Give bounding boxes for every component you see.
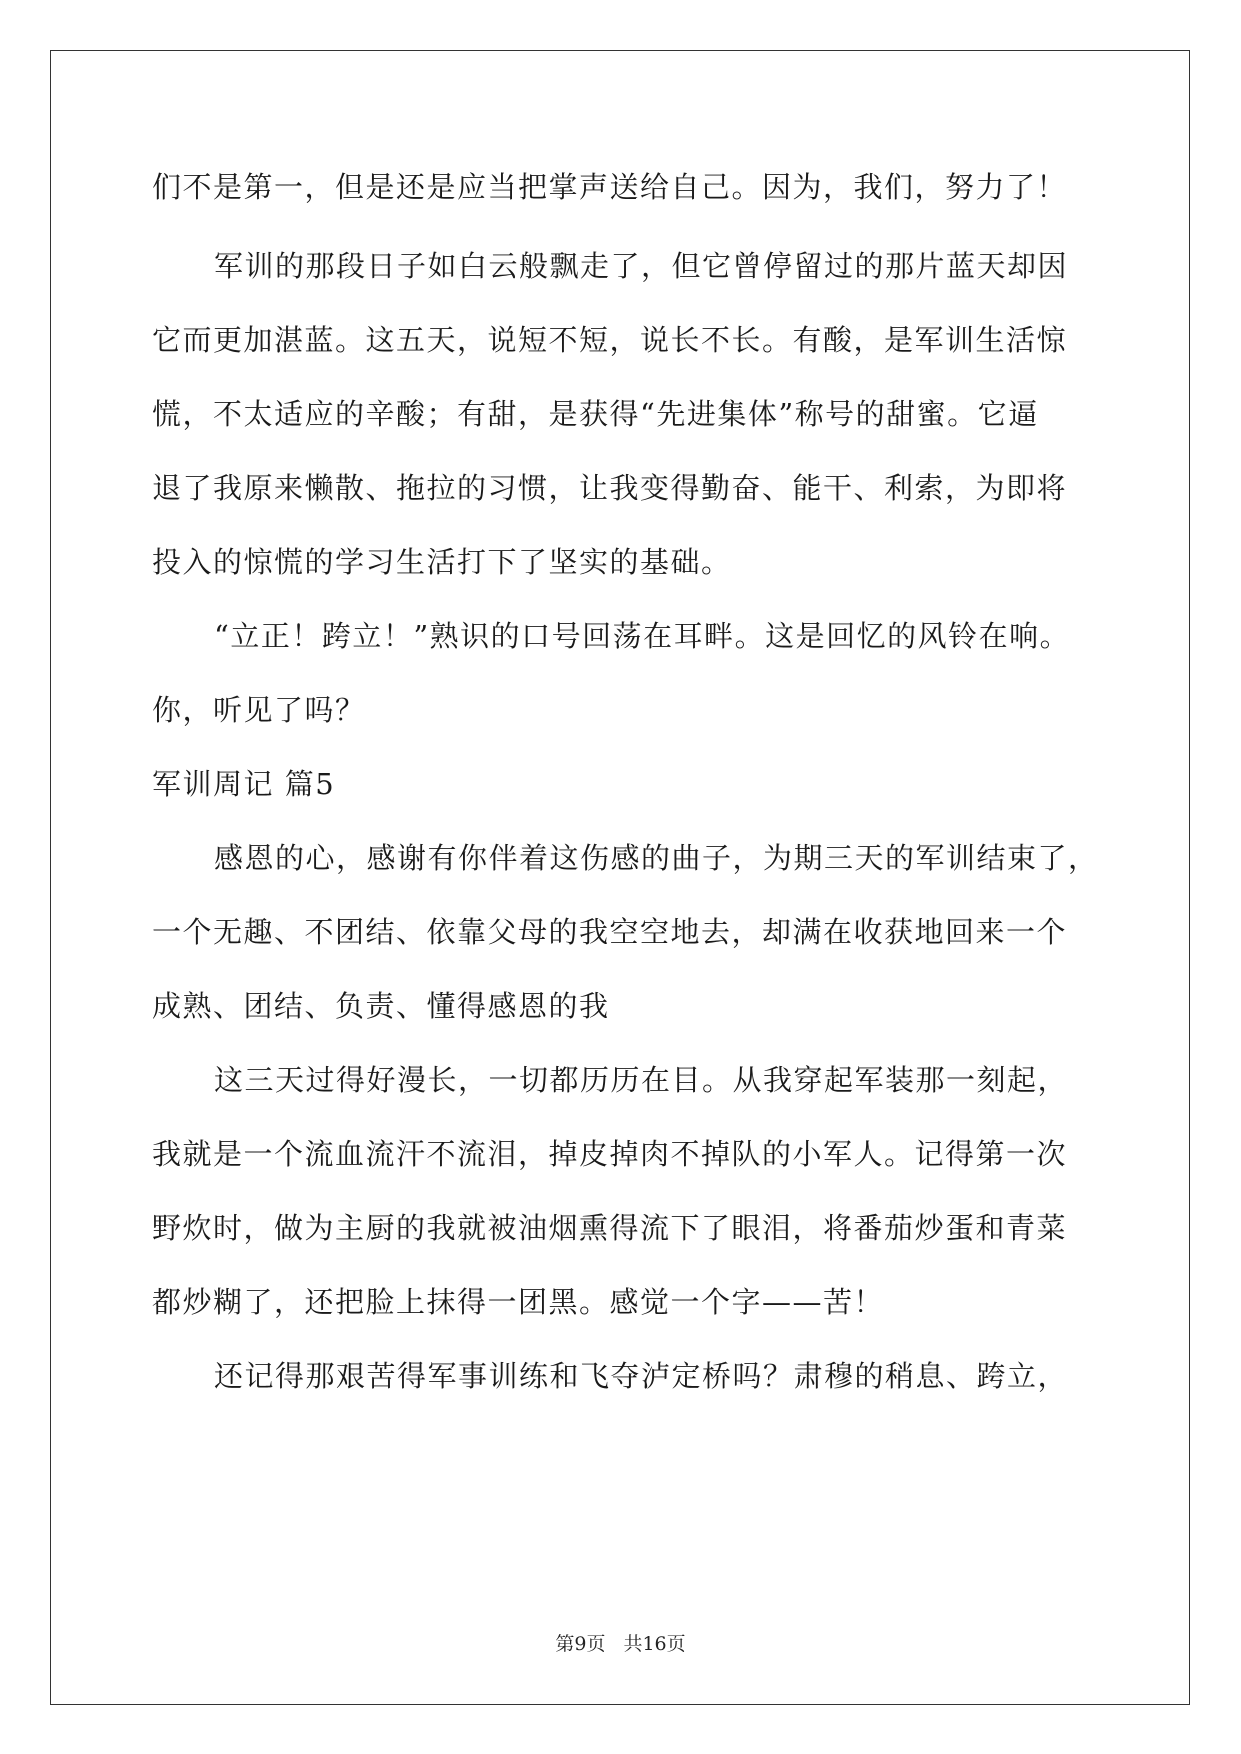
document-body bbox=[152, 168, 1099, 1396]
text-line-6: 投入的惊慌的学习生活打下了坚实的基础。 bbox=[152, 545, 732, 579]
text-line-11: 一个无趣、不团结、依靠父母的我空空地去，却满在收获地回来一个 bbox=[152, 915, 1068, 949]
text-line-4: 慌，不太适应的辛酸；有甜，是获得“先进集体”称号的甜蜜。它逼 bbox=[152, 397, 1039, 431]
text-line-12: 成熟、团结、负责、懂得感恩的我 bbox=[152, 989, 610, 1023]
text-line-10: 感恩的心，感谢有你伴着这伤感的曲子，为期三天的军训结束了， bbox=[214, 841, 1099, 875]
text-line-14: 我就是一个流血流汗不流泪，掉皮掉肉不掉队的小军人。记得第一次 bbox=[152, 1137, 1068, 1171]
page-footer bbox=[0, 1629, 1241, 1656]
page-total: 共16页 bbox=[623, 1633, 686, 1655]
text-line-7: “立正！跨立！”熟识的口号回荡在耳畔。这是回忆的风铃在响。 bbox=[214, 619, 1071, 653]
text-line-13: 这三天过得好漫长，一切都历历在目。从我穿起军装那一刻起， bbox=[214, 1063, 1069, 1097]
text-line-15: 野炊时，做为主厨的我就被油烟熏得流下了眼泪，将番茄炒蛋和青菜 bbox=[152, 1211, 1068, 1245]
section-heading: 军训周记 篇5 bbox=[152, 767, 336, 801]
text-line-2: 军训的那段日子如白云般飘走了，但它曾停留过的那片蓝天却因 bbox=[214, 249, 1069, 283]
text-line-17: 还记得那艰苦得军事训练和飞夺泸定桥吗？肃穆的稍息、跨立， bbox=[214, 1359, 1069, 1393]
text-line-8: 你，听见了吗？ bbox=[152, 693, 366, 727]
text-line-3: 它而更加湛蓝。这五天，说短不短，说长不长。有酸，是军训生活惊 bbox=[152, 323, 1068, 357]
page-number: 第9页 bbox=[555, 1633, 606, 1655]
text-line-5: 退了我原来懒散、拖拉的习惯，让我变得勤奋、能干、利索，为即将 bbox=[152, 471, 1068, 505]
text-line-16: 都炒糊了，还把脸上抹得一团黑。感觉一个字——苦！ bbox=[152, 1285, 885, 1319]
text-line-1: 们不是第一，但是还是应当把掌声送给自己。因为，我们，努力了！ bbox=[152, 170, 1068, 204]
